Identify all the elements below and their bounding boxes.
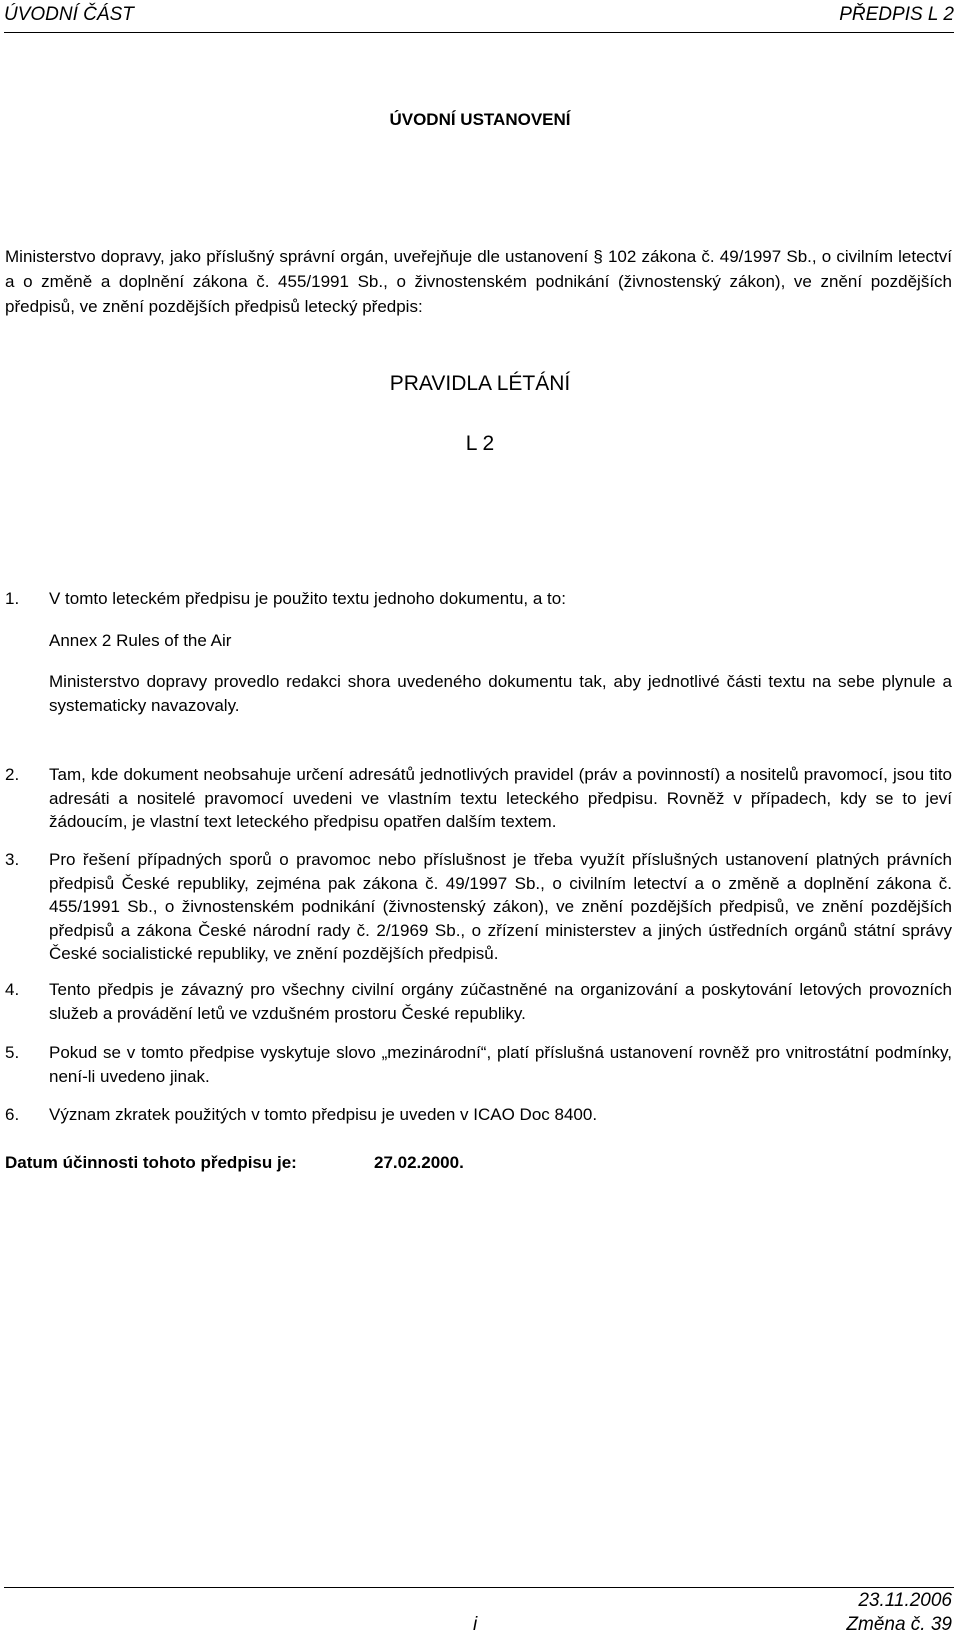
page-number: i (473, 1614, 478, 1635)
header-regulation-code: PŘEDPIS L 2 (839, 4, 954, 25)
regulation-code: L 2 (465, 432, 495, 455)
header-section-name: ÚVODNÍ ČÁST (4, 4, 134, 25)
annex-reference: Annex 2 Rules of the Air (49, 630, 232, 650)
item-text: Pro řešení případných sporů o pravomoc nebo příslušnost je třeba využít příslušných ustanovení platných právních předpisů České republiky, zejména pak zákona č. 49/1997 Sb., o civilním letectví a o změně a doplnění zákona č. 455/1991 Sb., o živnostenském podnikání (živnostenský zákon), ve znění pozdějších předpisů, ve znění pozdějších předpisů a zákona České národní rady č. 2/1969 Sb., o zřízení ministerstev a jiných ústředních orgánů státní správy České socialistické republiky, ve znění pozdějších předpisů. (49, 850, 952, 963)
list-item-6 (5, 1103, 952, 1127)
header-divider (4, 32, 954, 33)
item-text: Tam, kde dokument neobsahuje určení adresátů jednotlivých pravidel (práv a povinností) a nositelů pravomocí, jsou tito adresáti a nositelé pravomocí uvedeni ve vlastním textu leteckého předpisu. Rovněž v případech, kdy se to jeví žádoucím, je vlastní text leteckého předpisu opatřen dalším textem. (49, 765, 952, 831)
item-number: 1. (5, 589, 20, 608)
list-item-2 (5, 763, 952, 834)
item-number: 4. (5, 980, 20, 999)
item-text: Význam zkratek použitých v tomto předpisu je uveden v ICAO Doc 8400. (49, 1105, 598, 1124)
page-header (4, 4, 954, 32)
footer-divider (4, 1587, 954, 1588)
item-number: 5. (5, 1043, 20, 1062)
item-number: 3. (5, 850, 20, 869)
item-text: Tento předpis je závazný pro všechny civilní orgány zúčastněné na organizování a poskytování letových provozních služeb a provádění letů ve vzdušném prostoru České republiky. (49, 980, 952, 1023)
amendment-date: 23.11.2006 (858, 1590, 952, 1611)
item-number: 2. (5, 765, 20, 784)
page-footer (0, 1590, 960, 1640)
list-item-4 (5, 978, 952, 1025)
item-text: V tomto leteckém předpisu je použito textu jednoho dokumentu, a to: (49, 589, 566, 608)
list-item-5 (5, 1041, 952, 1088)
item-number: 6. (5, 1105, 20, 1124)
item-note: Ministerstvo dopravy provedlo redakci shora uvedeného dokumentu tak, aby jednotlivé části textu na sebe plynule a systematicky navazovaly. (49, 672, 952, 715)
item-text: Pokud se v tomto předpise vyskytuje slovo „mezinárodní“, platí příslušná ustanovení rovněž pro vnitrostátní podmínky, není-li uvedeno jinak. (49, 1043, 952, 1086)
regulation-title: PRAVIDLA LÉTÁNÍ (389, 372, 571, 395)
effective-date-label: Datum účinnosti tohoto předpisu je: (5, 1153, 297, 1172)
effective-date-value: 27.02.2000. (374, 1153, 464, 1172)
section-title: ÚVODNÍ USTANOVENÍ (389, 110, 571, 129)
effective-date-line (5, 1153, 464, 1173)
intro-paragraph: Ministerstvo dopravy, jako příslušný správní orgán, uveřejňuje dle ustanovení § 102 zákona č. 49/1997 Sb., o civilním letectví a o změně a doplnění zákona č. 455/1991 Sb., o živnostenském podnikání (živnostenský zákon), ve znění pozdějších předpisů, ve znění pozdějších předpisů letecký předpis: (5, 247, 952, 316)
list-item-1 (5, 587, 952, 717)
list-item-3 (5, 848, 952, 966)
amendment-number: Změna č. 39 (846, 1614, 952, 1635)
